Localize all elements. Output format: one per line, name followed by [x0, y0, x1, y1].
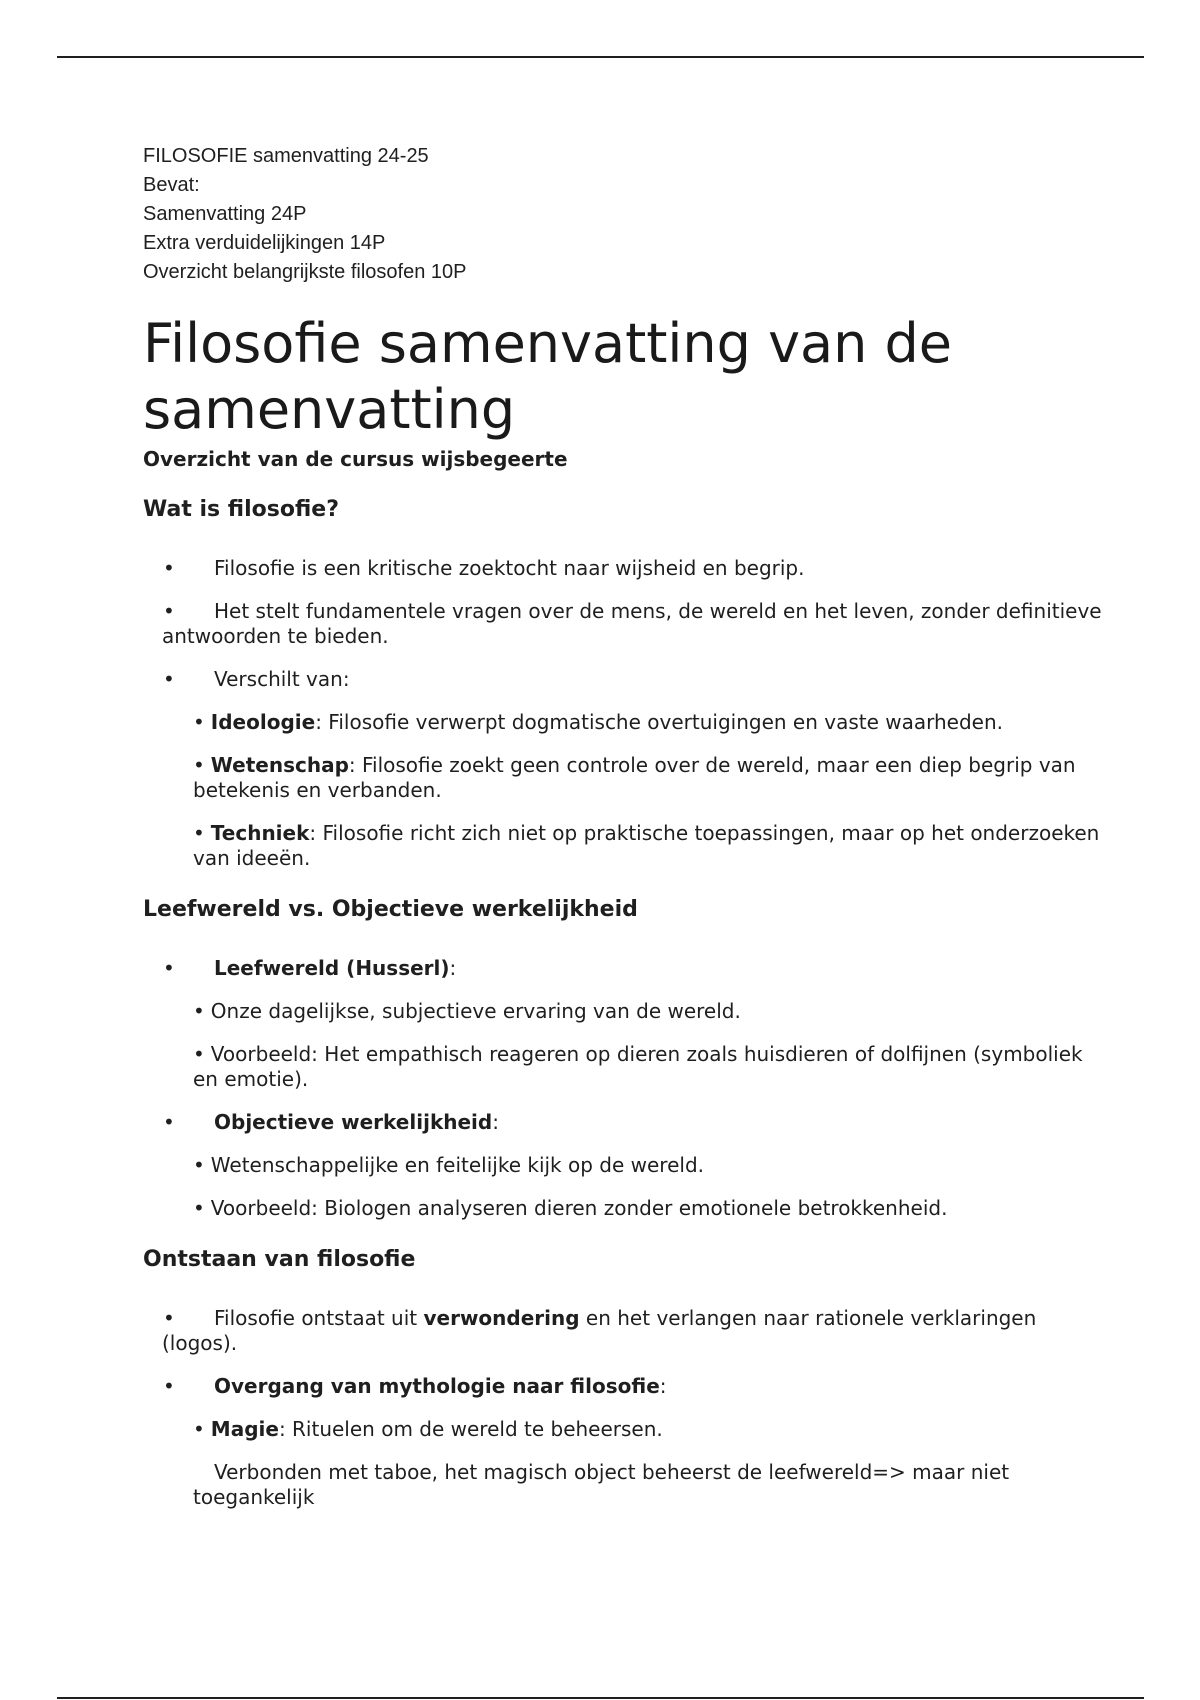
- bullet-icon: •: [193, 710, 205, 734]
- intro-line-overview: Overzicht belangrijkste filosofen 10P: [143, 261, 467, 283]
- sub-list-item: [143, 999, 1103, 1024]
- intro-line-summary: Samenvatting 24P: [143, 203, 307, 225]
- sub-list-item: [143, 821, 1103, 871]
- document-page: [143, 142, 1103, 1528]
- term-objectieve-werkelijkheid: Objectieve werkelijkheid: [214, 1110, 493, 1134]
- sub-list-item: [143, 1153, 1103, 1178]
- list-item: [143, 667, 1103, 692]
- term-leefwereld: Leefwereld (Husserl): [214, 956, 450, 980]
- sub-list-item-text: [193, 710, 1103, 735]
- heading-leefwereld: Leefwereld vs. Objectieve werkelijkheid: [143, 897, 638, 922]
- bullet-icon: •: [163, 599, 175, 623]
- sub-list-item: [143, 1417, 1103, 1442]
- heading-wat-is-filosofie: Wat is filosofie?: [143, 497, 339, 522]
- intro-line-contains: Bevat:: [143, 174, 200, 196]
- sub-list-item-text: [193, 1417, 1103, 1442]
- term-colon: :: [449, 956, 457, 980]
- text-run: en het verlangen naar rationele verklaringen (logos).: [162, 1306, 1037, 1355]
- list-wat-is-filosofie: [143, 556, 1103, 871]
- list-item: [143, 1110, 1103, 1135]
- list-item: [143, 556, 1103, 581]
- bullet-icon: •: [193, 1153, 205, 1177]
- list-item-text: [162, 1374, 1103, 1399]
- bullet-icon: •: [193, 1042, 205, 1066]
- text-run: Filosofie ontstaat uit: [214, 1306, 424, 1330]
- sub-list-item: [143, 710, 1103, 735]
- list-item: [143, 1306, 1103, 1356]
- sub-text: Voorbeeld: Het empathisch reageren op dieren zoals huisdieren of dolfijnen (symboliek en emotie).: [193, 1042, 1083, 1091]
- sub-text: Wetenschappelijke en feitelijke kijk op de wereld.: [210, 1153, 704, 1177]
- sub-list-item-text: [193, 821, 1103, 871]
- term-description: : Rituelen om de wereld te beheersen.: [278, 1417, 663, 1441]
- bullet-icon: •: [193, 753, 205, 777]
- sub-list-item: [143, 1196, 1103, 1221]
- document-subtitle: Overzicht van de cursus wijsbegeerte: [143, 447, 568, 471]
- bullet-icon: •: [193, 1417, 205, 1441]
- sub-list-item-text: [193, 999, 1103, 1024]
- paragraph-text: Verbonden met taboe, het magisch object beheerst de leefwereld=> maar niet toegankelijk: [193, 1460, 1010, 1509]
- list-item-text: Verschilt van:: [214, 667, 350, 691]
- term-wetenschap: Wetenschap: [210, 753, 349, 777]
- term-description: : Filosofie richt zich niet op praktische toepassingen, maar op het onderzoeken van ideeën.: [193, 821, 1100, 870]
- term-description: : Filosofie verwerpt dogmatische overtuigingen en vaste waarheden.: [315, 710, 1004, 734]
- bullet-icon: •: [193, 821, 205, 845]
- intro-line-extra: Extra verduidelijkingen 14P: [143, 232, 386, 254]
- list-item-text: [162, 956, 1103, 981]
- list-item-text: [162, 1306, 1103, 1356]
- list-item: [143, 956, 1103, 981]
- term-colon: :: [492, 1110, 499, 1134]
- sub-text: Onze dagelijkse, subjectieve ervaring van de wereld.: [210, 999, 741, 1023]
- sub-list-item: [143, 753, 1103, 803]
- term-verwondering: verwondering: [423, 1306, 580, 1330]
- intro-block: [143, 142, 1103, 287]
- bullet-icon: •: [163, 1306, 175, 1330]
- list-item-text: [162, 1110, 1103, 1135]
- bullet-icon: •: [163, 556, 175, 580]
- list-item: [143, 599, 1103, 649]
- sub-text: Voorbeeld: Biologen analyseren dieren zonder emotionele betrokkenheid.: [210, 1196, 948, 1220]
- term-ideologie: Ideologie: [210, 710, 316, 734]
- term-magie: Magie: [210, 1417, 279, 1441]
- list-item-text: Het stelt fundamentele vragen over de mens, de wereld en het leven, zonder definitieve antwoorden te bieden.: [162, 599, 1102, 648]
- sub-list-item: [143, 1042, 1103, 1092]
- sub-list-item-text: [193, 1042, 1103, 1092]
- list-ontstaan: [143, 1306, 1103, 1510]
- bullet-icon: •: [163, 1110, 175, 1134]
- paragraph: [143, 1460, 1103, 1510]
- bullet-icon: •: [193, 999, 205, 1023]
- bottom-rule: [57, 1697, 1144, 1699]
- list-item-text: Filosofie is een kritische zoektocht naar wijsheid en begrip.: [214, 556, 805, 580]
- heading-ontstaan: Ontstaan van filosofie: [143, 1247, 416, 1272]
- term-techniek: Techniek: [210, 821, 310, 845]
- bullet-icon: •: [163, 667, 175, 691]
- sub-list-item-text: [193, 1196, 1103, 1221]
- term-overgang: Overgang van mythologie naar filosofie: [214, 1374, 660, 1398]
- top-rule: [57, 56, 1144, 58]
- term-description: : Filosofie zoekt geen controle over de wereld, maar een diep begrip van betekenis en verbanden.: [193, 753, 1076, 802]
- bullet-icon: •: [193, 1196, 205, 1220]
- list-item: [143, 1374, 1103, 1399]
- term-colon: :: [659, 1374, 667, 1398]
- bullet-icon: •: [163, 1374, 175, 1398]
- list-leefwereld: [143, 956, 1103, 1221]
- intro-line-title: FILOSOFIE samenvatting 24-25: [143, 145, 429, 167]
- bullet-icon: •: [163, 956, 175, 980]
- document-title: Filosofie samenvatting van de samenvatting: [143, 312, 953, 441]
- sub-list-item-text: [193, 753, 1103, 803]
- sub-list-item-text: [193, 1153, 1103, 1178]
